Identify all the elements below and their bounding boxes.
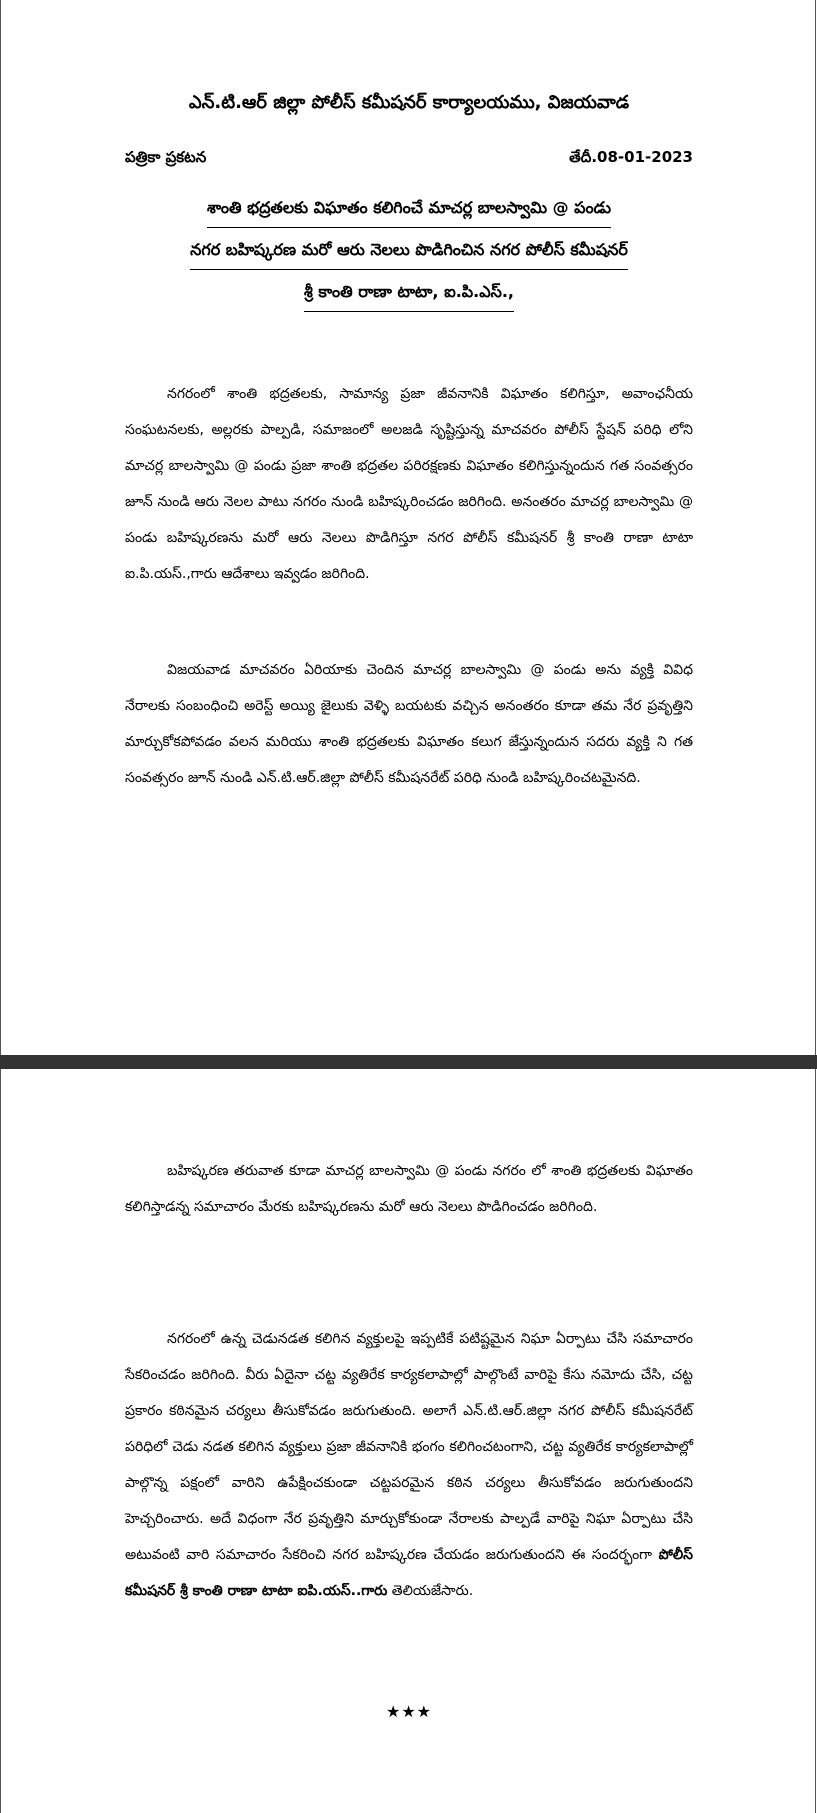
body-paragraph-2: విజయవాడ మాచవరం ఏరియాకు చెందిన మాచర్ల బాలస్వామి @ పండు అను వ్యక్తి వివిధ నేరాలకు సంబంధించి అరెస్ట్ అయ్యి జైలుకు వెళ్ళి బయటకు వచ్చిన అనంతరం కూడా తమ నేర ప్రవృత్తిని మార్చుకోకపోవడం వలన మరియు శాంతి భద్రతలకు విఘాతం కలుగ జేస్తున్నందున సదరు వ్యక్తి ని గత సంవత్సరం జూన్ నుండి ఎన్.టి.ఆర్.జిల్లా పోలీస్ కమీషనరేట్ పరిధి నుండి బహిష్కరించటమైనది. (125, 662, 693, 786)
signoff-tail: తెలియజేసారు. (387, 1583, 474, 1599)
headline-line-1 (1, 198, 817, 228)
body-paragraph-3: బహిష్కరణ తరువాత కూడా మాచర్ల బాలస్వామి @ పండు నగరం లో శాంతి భద్రతలకు విఘాతం కలిగిస్తాడన్న సమాచారం మేరకు బహిష్కరణను మరో ఆరు నెలలు పొడిగించడం జరిగింది. (125, 1163, 693, 1215)
headline-line-2 (1, 240, 817, 270)
document-page-2 (0, 1069, 816, 1813)
office-title: ఎన్.టి.ఆర్ జిల్లా పోలీస్ కమీషనర్ కార్యాలయము, విజయవాడ (188, 92, 630, 113)
headline-line-1-text: శాంతి భద్రతలకు విఘాతం కలిగించే మాచర్ల బాలస్వామి @ పండు (207, 198, 611, 228)
press-note-date: తేదీ.08-01-2023 (569, 148, 693, 166)
end-mark: ★★★ (385, 1702, 433, 1721)
press-note-label: పత్రికా ప్రకటన (125, 148, 207, 166)
body-paragraph-4-text: నగరంలో ఉన్న చెడునడత కలిగిన వ్యక్తులపై ఇప్పటికే పటిష్టమైన నిఘా ఏర్పాటు చేసి సమాచారం సేకరించడం జరిగింది. వీరు ఏదైనా చట్ట వ్యతిరేక కార్యకలాపాల్లో పాల్గొంటే వారిపై కేసు నమోదు చేసి, చట్ట ప్రకారం కఠినమైన చర్యలు తీసుకోవడం జరుగుతుంది. అలాగే ఎన్.టి.ఆర్.జిల్లా నగర పోలీస్ కమీషనరేట్ పరిధిలో చెడు నడత కలిగిన వ్యక్తులు ప్రజా జీవనానికి భంగం కలిగించటంగాని, చట్ట వ్యతిరేక కార్యకలాపాల్లో పాల్గొన్న పక్షంలో వారిని ఉపేక్షించకుండా చట్టపరమైన కఠిన చర్యలు తీసుకోవడం జరుగుతుందని హెచ్చరించారు. అదే విధంగా నేర ప్రవృత్తిని మార్చుకోకుండా నేరాలకు పాల్పడే వారిపై నిఘా ఏర్పాటు చేసి అటువంటి వారి సమాచారం సేకరించి నగర బహిష్కరణ చేయడం జరుగుతుందని ఈ సందర్భంగా (125, 1331, 693, 1563)
body-paragraph-4 (125, 1321, 693, 1609)
press-note-row (125, 148, 693, 170)
headline-line-3 (1, 282, 817, 312)
signoff-commissioner: పోలీస్ కమీషనర్ శ్రీ కాంతి రాణా టాటా ఐపి.యస్..గారు (125, 1547, 693, 1599)
body-paragraph-1: నగరంలో శాంతి భద్రతలకు, సామాన్య ప్రజా జీవనానికి విఘాతం కలిగిస్తూ, అవాంఛనీయ సంఘటనలకు, అల్లరకు పాల్పడి, సమాజంలో అలజడి సృష్టిస్తున్న మాచవరం పోలీస్ స్టేషన్ పరిధి లోని మాచర్ల బాలస్వామి @ పండు ప్రజా శాంతి భద్రతల పరిరక్షణకు విఘాతం కలిగిస్తున్నందున గత సంవత్సరం జూన్ నుండి ఆరు నెలల పాటు నగరం నుండి బహిష్కరించడం జరిగింది. అనంతరం మాచర్ల బాలస్వామి @ పండు బహిష్కరణను మరో ఆరు నెలలు పొడిగిస్తూ నగర పోలీస్ కమీషనర్ శ్రీ కాంతి రాణా టాటా ఐ.పి.యస్.,గారు ఆదేశాలు ఇవ్వడం జరిగింది. (125, 386, 693, 582)
headline-line-2-text: నగర బహిష్కరణ మరో ఆరు నెలలు పొడిగించిన నగర పోలీస్ కమీషనర్ (190, 240, 628, 270)
headline-line-3-text: శ్రీ కాంతి రాణా టాటా, ఐ.పి.ఎస్., (304, 282, 514, 312)
page-separator (0, 1055, 817, 1069)
